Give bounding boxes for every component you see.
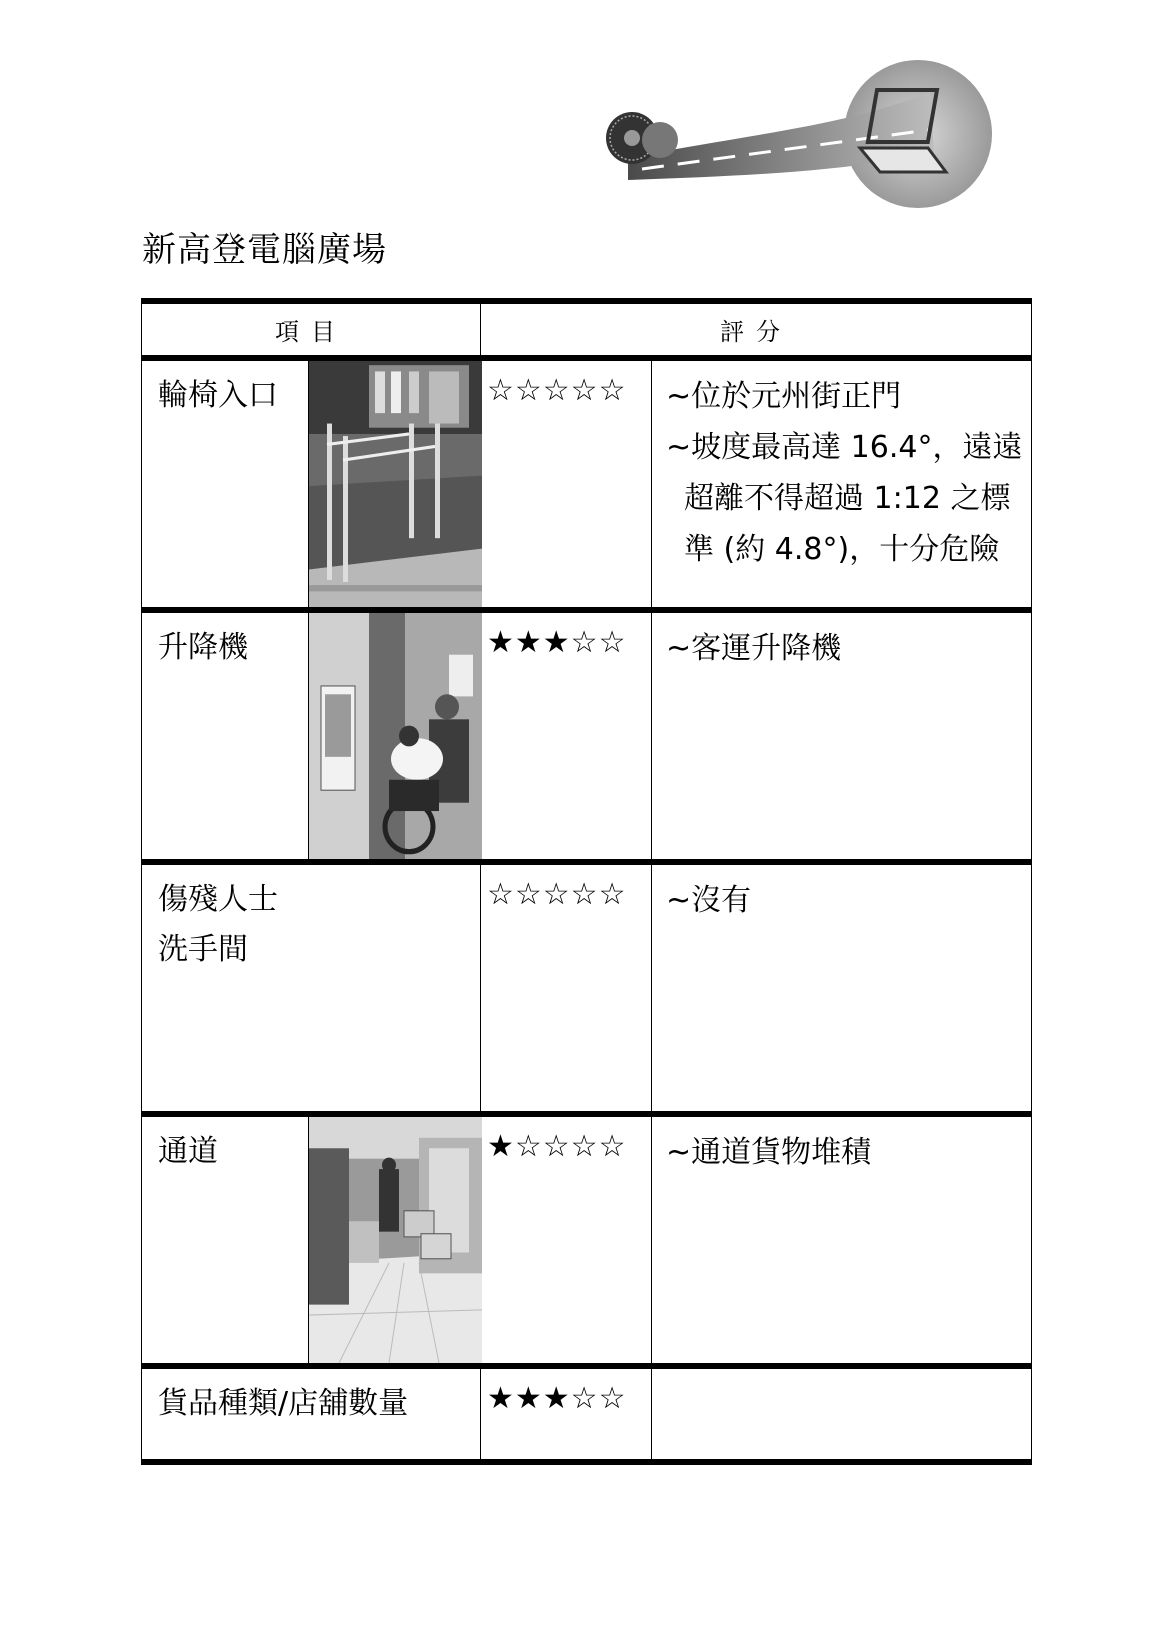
- item-label-line: 傷殘人士: [158, 882, 278, 917]
- star-rating: ★★★☆☆: [481, 610, 652, 862]
- star-rating: ★★★☆☆: [481, 1366, 652, 1462]
- remark-line: ~位於元州街正門: [666, 379, 902, 414]
- star-rating: ☆☆☆☆☆: [481, 862, 652, 1114]
- remark-line: ~客運升降機: [666, 631, 842, 666]
- disability-road-laptop-logo: [598, 56, 1010, 216]
- item-label: [158, 371, 278, 421]
- table-header-row: [142, 301, 1032, 358]
- table-row: [142, 862, 1032, 1114]
- item-label-line: 升降機: [158, 630, 248, 665]
- table-row: [142, 358, 1032, 610]
- item-label: [158, 623, 248, 673]
- item-label-line: 洗手間: [158, 932, 248, 967]
- remark-line: 準 (約 4.8°)，十分危險: [684, 532, 1000, 567]
- review-table: [141, 298, 1032, 1465]
- remarks-cell: [652, 610, 1032, 862]
- item-cell: [142, 862, 481, 1114]
- corridor-with-stacked-goods-photo: [308, 1117, 482, 1363]
- item-label-line: 貨品種類/店舖數量: [158, 1386, 409, 1421]
- item-label: [158, 875, 278, 975]
- item-label-line: 輪椅入口: [158, 378, 278, 413]
- remark-line: ~沒有: [666, 883, 752, 918]
- table-row: [142, 610, 1032, 862]
- remarks-cell: [652, 358, 1032, 610]
- remark-line: ~坡度最高達 16.4°，遠遠: [666, 430, 1023, 465]
- item-label: [158, 1379, 408, 1429]
- header-item: 項目: [142, 301, 481, 358]
- remarks-cell: [652, 1114, 1032, 1366]
- remark-line: 超離不得超過 1:12 之標: [684, 481, 1011, 516]
- table-row: [142, 1114, 1032, 1366]
- elevator-with-wheelchair-user-photo: [308, 613, 482, 859]
- item-cell: [142, 1114, 481, 1366]
- item-label: [158, 1127, 218, 1177]
- wheelchair-entrance-ramp-photo: [308, 361, 482, 607]
- item-cell: [142, 358, 481, 610]
- item-cell: [142, 1366, 481, 1462]
- remark-line: ~通道貨物堆積: [666, 1135, 872, 1170]
- remarks-cell: [652, 862, 1032, 1114]
- remarks-cell: [652, 1366, 1032, 1462]
- star-rating: ★☆☆☆☆: [481, 1114, 652, 1366]
- item-label-line: 通道: [158, 1134, 218, 1169]
- header-score: 評分: [481, 301, 1032, 358]
- star-rating: ☆☆☆☆☆: [481, 358, 652, 610]
- page-title: 新高登電腦廣場: [142, 230, 387, 270]
- table-row: [142, 1366, 1032, 1462]
- item-cell: [142, 610, 481, 862]
